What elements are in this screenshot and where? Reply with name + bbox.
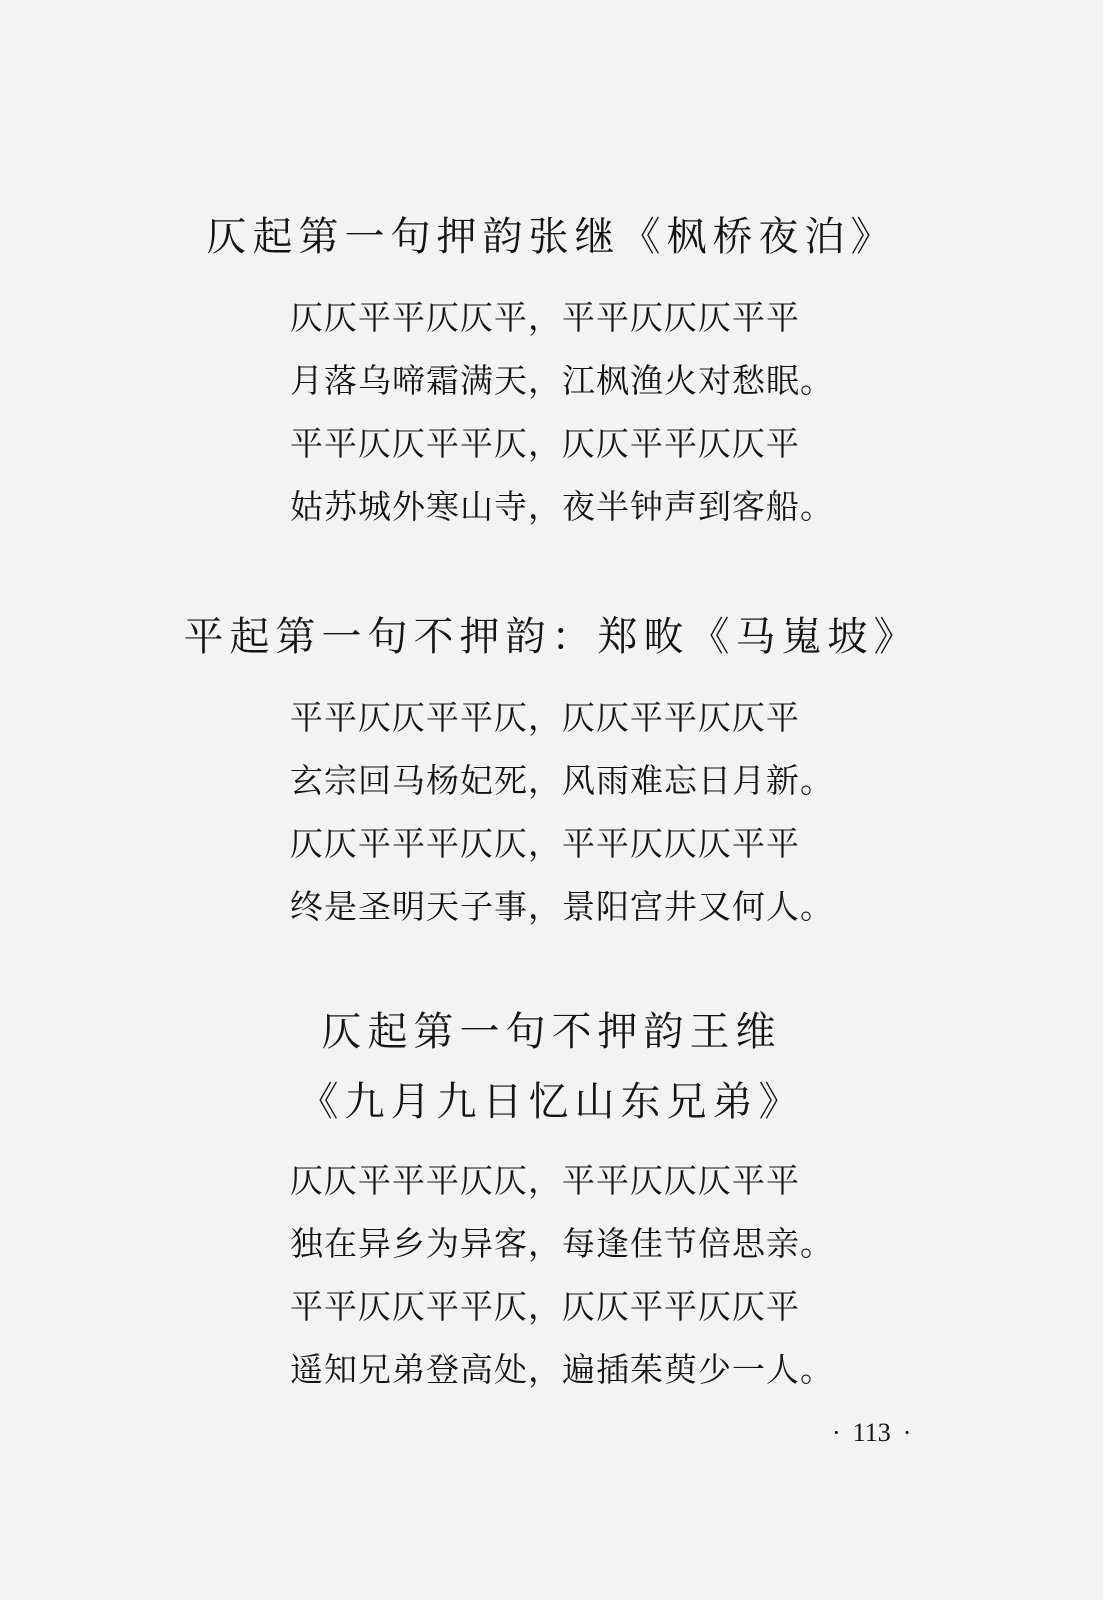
poem-line: 独在异乡为异客，每逢佳节倍思亲。 [290, 1224, 834, 1263]
poem-line: 姑苏城外寒山寺，夜半钟声到客船。 [290, 487, 834, 526]
section-heading: 仄起第一句不押韵王维 [321, 1009, 782, 1055]
page-number-value: 113 [852, 1418, 891, 1447]
page-number [820, 1418, 923, 1448]
section-heading: 仄起第一句押韵张继《枫桥夜泊》 [206, 214, 897, 260]
tone-pattern-line: 平平仄仄平平仄，仄仄平平仄仄平 [290, 424, 800, 463]
poem-line: 玄宗回马杨妃死，风雨难忘日月新。 [290, 761, 834, 800]
tone-pattern-line: 仄仄平平平仄仄，平平仄仄仄平平 [290, 1161, 800, 1200]
tone-pattern-line: 平平仄仄平平仄，仄仄平平仄仄平 [290, 1287, 800, 1326]
tone-pattern-line: 仄仄平平仄仄平，平平仄仄仄平平 [290, 298, 800, 337]
section-heading: 平起第一句不押韵：郑畋《马嵬坡》 [183, 614, 920, 660]
tone-pattern-line: 仄仄平平平仄仄，平平仄仄仄平平 [290, 824, 800, 863]
tone-pattern-line: 平平仄仄平平仄，仄仄平平仄仄平 [290, 698, 800, 737]
page-number-dot-right: · [902, 1418, 912, 1447]
page-number-dot-left: · [832, 1418, 841, 1447]
poem-line: 月落乌啼霜满天，江枫渔火对愁眠。 [290, 361, 834, 400]
poem-line: 终是圣明天子事，景阳宫井又何人。 [290, 887, 834, 926]
poem-line: 遥知兄弟登高处，遍插茱萸少一人。 [290, 1350, 834, 1389]
section-heading-subtitle: 《九月九日忆山东兄弟》 [298, 1079, 805, 1125]
